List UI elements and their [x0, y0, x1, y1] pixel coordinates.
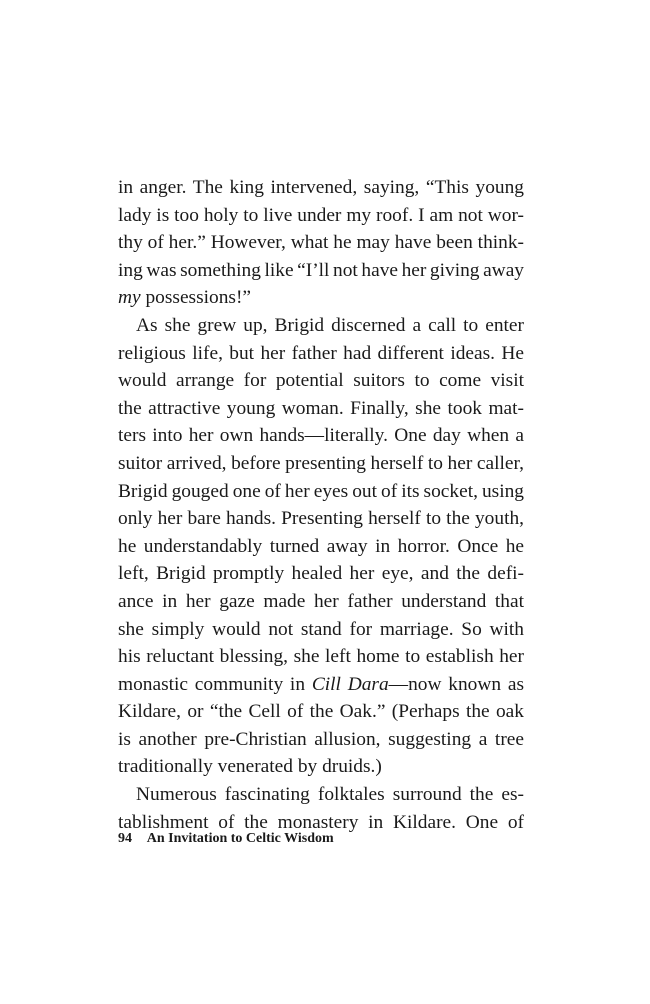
text-run: tablishment of the monastery in Kildare. One of	[118, 811, 524, 833]
italic-text: my	[118, 287, 141, 309]
text-run: Brigid gouged one of her eyes out of its socket, using	[118, 480, 524, 502]
paragraph	[118, 174, 524, 312]
text-run: he understandably turned away in horror. Once he	[118, 535, 524, 557]
text-run: in anger. The king intervened, saying, “This young	[118, 177, 524, 198]
text-line	[118, 781, 524, 809]
page-number: 94	[118, 831, 132, 846]
text-run: the attractive young woman. Finally, she took mat-	[118, 397, 524, 419]
text-line	[118, 505, 524, 533]
text-run: possessions!”	[140, 287, 252, 309]
text-line	[118, 174, 524, 202]
text-run: monastic community in	[118, 673, 312, 695]
text-line	[118, 588, 524, 616]
text-run: thy of her.” However, what he may have been think-	[118, 232, 524, 254]
text-line	[118, 257, 524, 285]
text-line	[118, 698, 524, 726]
body-text	[118, 174, 524, 836]
text-run: ance in her gaze made her father understand that	[118, 590, 524, 612]
text-line	[118, 643, 524, 671]
text-line	[118, 284, 524, 312]
text-line	[118, 395, 524, 423]
text-line	[118, 753, 524, 781]
italic-text: Cill Dara	[311, 673, 389, 695]
text-line	[118, 560, 524, 588]
text-line	[118, 202, 524, 230]
text-run: she simply would not stand for marriage. So with	[118, 618, 524, 640]
text-run: would arrange for potential suitors to come visit	[118, 370, 524, 392]
text-run: only her bare hands. Presenting herself to the youth,	[118, 508, 524, 530]
text-line	[118, 340, 524, 368]
paragraph	[118, 781, 524, 836]
text-run: Numerous fascinating folktales surround the es-	[136, 784, 524, 806]
text-run: —now known as	[388, 673, 524, 695]
running-footer	[118, 831, 334, 847]
text-run: ing was something like “I’ll not have her giving away	[118, 259, 524, 281]
book-title: An Invitation to Celtic Wisdom	[146, 831, 334, 846]
text-run: left, Brigid promptly healed her eye, and the defi-	[118, 563, 524, 585]
text-line	[118, 450, 524, 478]
text-line	[118, 229, 524, 257]
text-run: ters into her own hands—literally. One day when a	[118, 425, 524, 447]
text-line	[118, 533, 524, 561]
text-run: lady is too holy to live under my roof. I am not wor-	[118, 204, 524, 226]
page-body	[118, 174, 524, 836]
text-line	[118, 478, 524, 506]
text-line	[118, 726, 524, 754]
text-run: suitor arrived, before presenting herself to her caller,	[118, 452, 524, 474]
text-run: religious life, but her father had different ideas. He	[118, 342, 524, 364]
text-line	[118, 422, 524, 450]
text-run: traditionally venerated by druids.)	[118, 756, 382, 778]
text-line	[118, 312, 524, 340]
text-line	[118, 671, 524, 699]
text-line	[118, 616, 524, 644]
paragraph	[118, 312, 524, 781]
text-run: is another pre-Christian allusion, suggesting a tree	[118, 728, 524, 750]
text-run: Kildare, or “the Cell of the Oak.” (Perhaps the oak	[118, 701, 524, 723]
text-line	[118, 367, 524, 395]
text-run: his reluctant blessing, she left home to establish her	[118, 646, 524, 668]
text-run: As she grew up, Brigid discerned a call to enter	[136, 314, 524, 336]
